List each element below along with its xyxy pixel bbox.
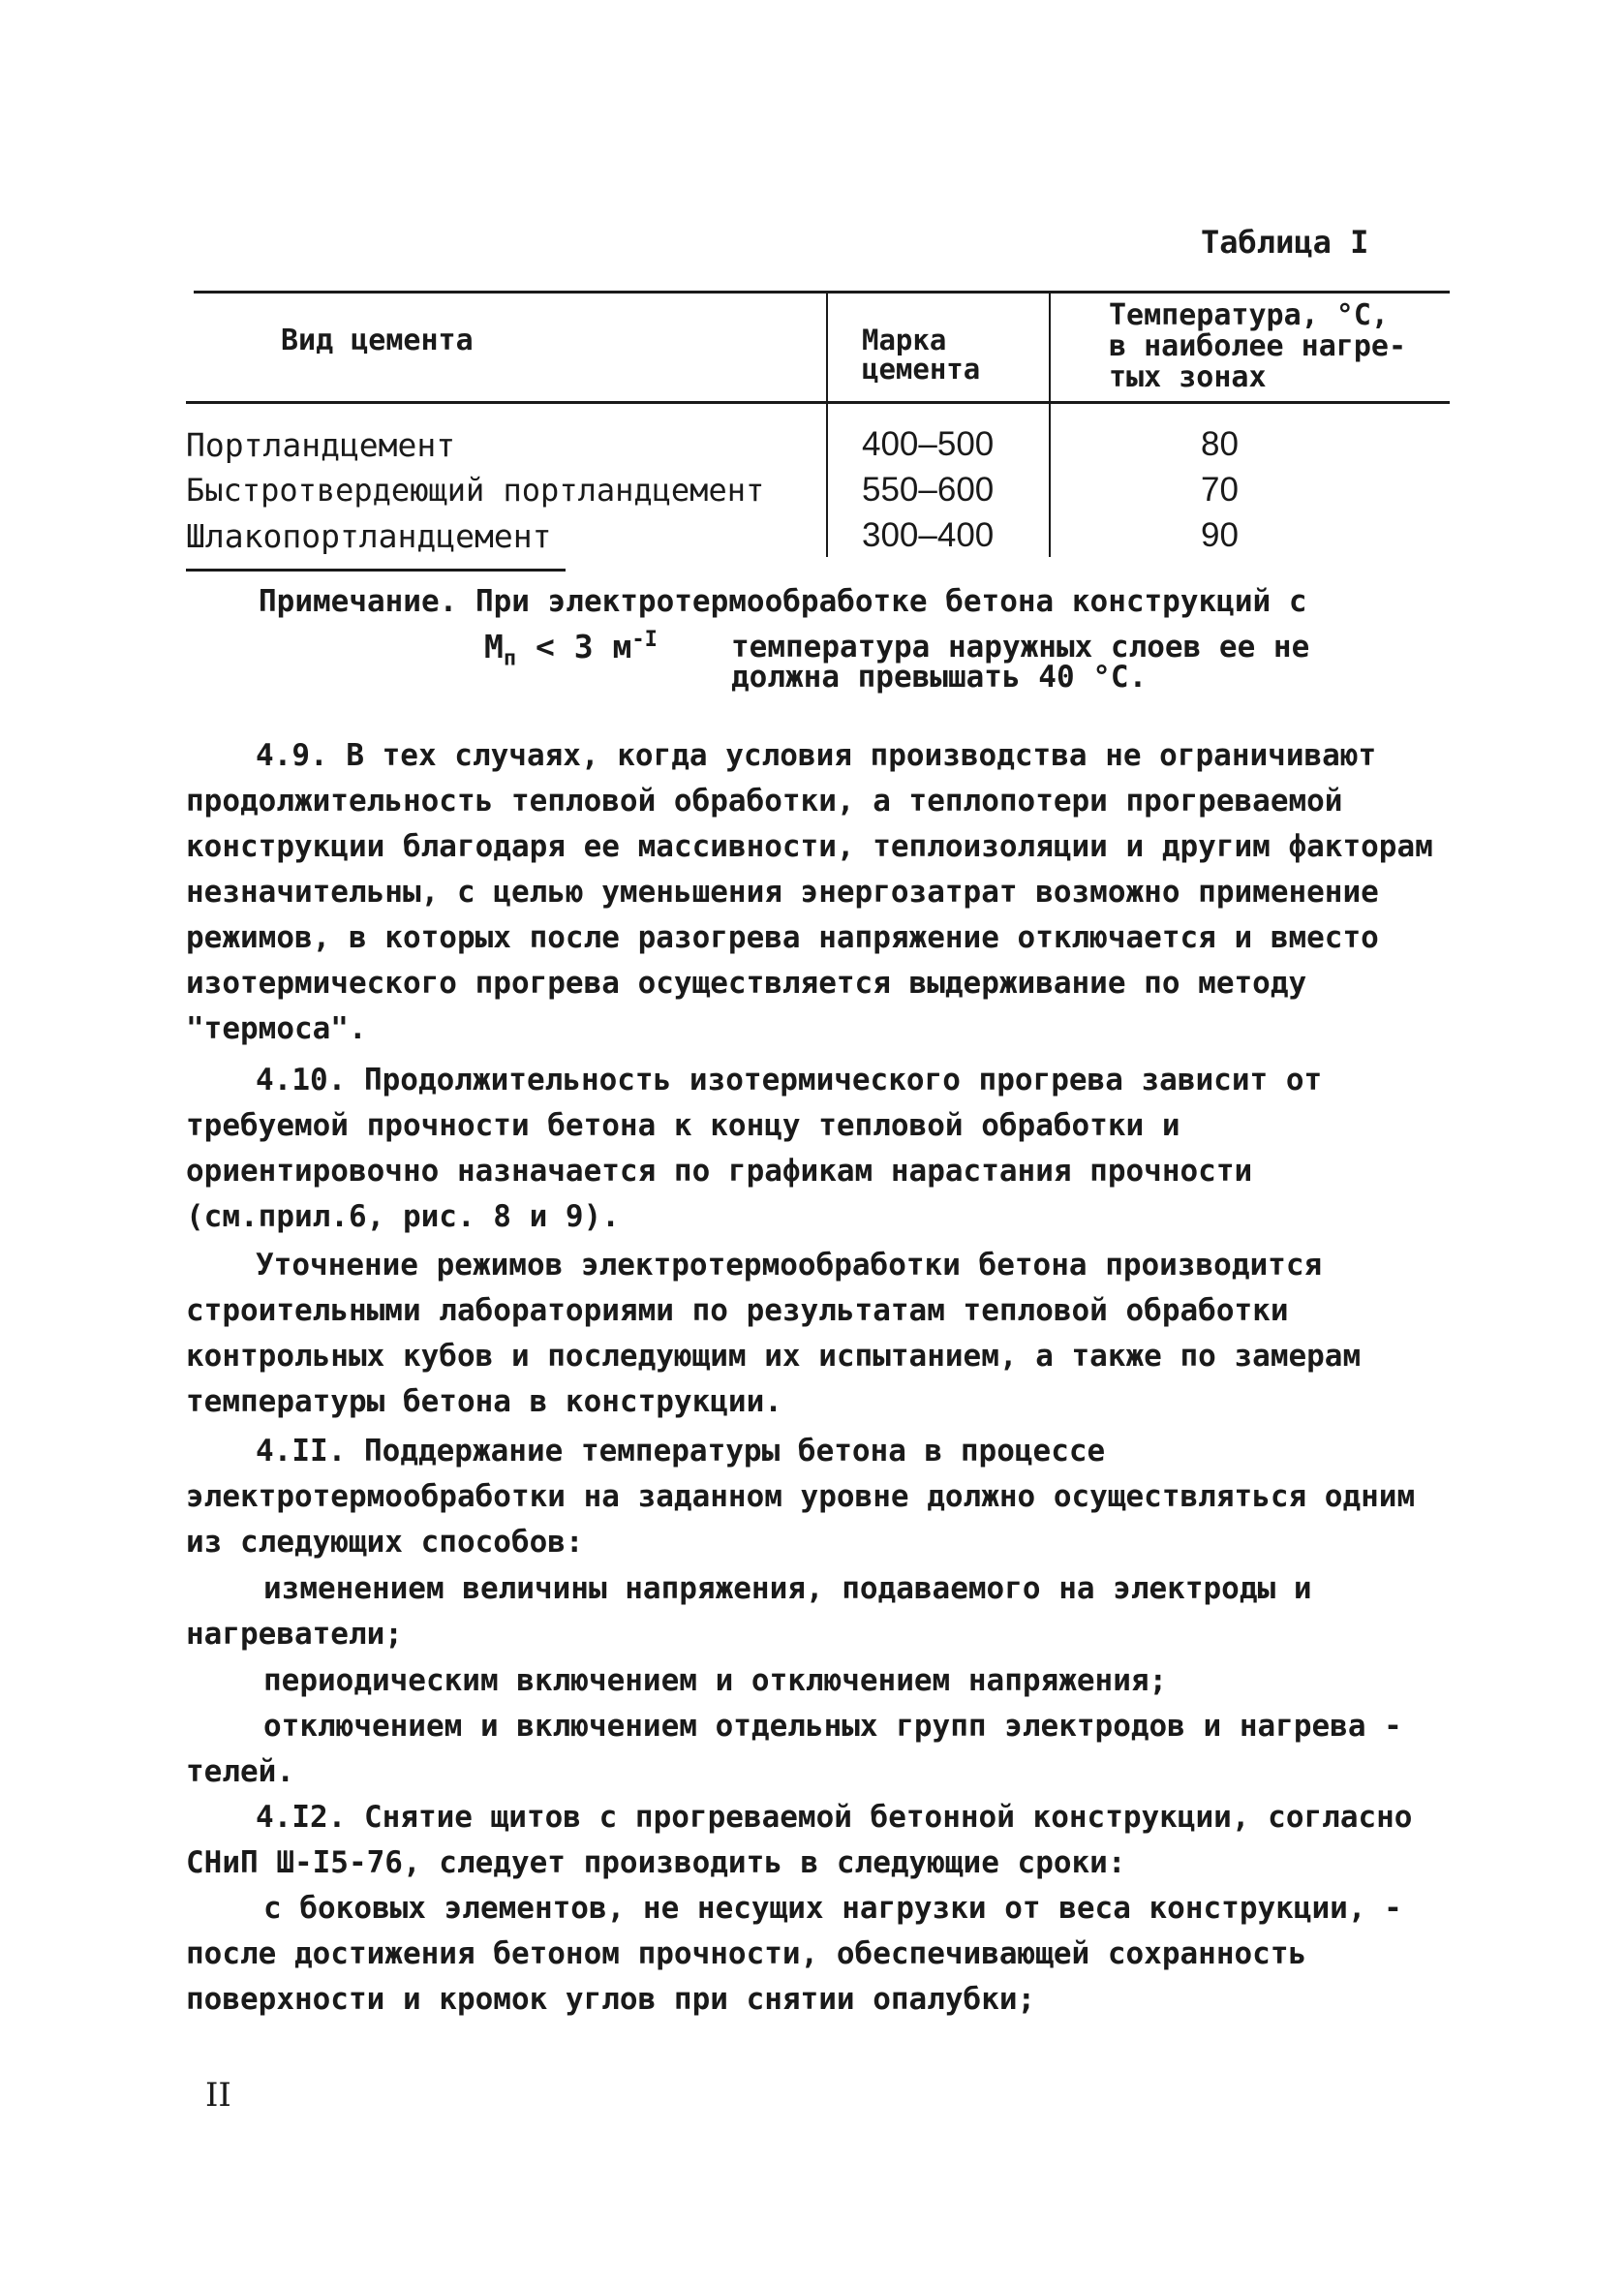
- paragraph-4-9: 4.9. В тех случаях, когда условия производства не ограничивают продолжительность тепловой обработки, а теплопотери прогреваемой конструкции благодаря ее массивности, теплоизоляции и другим факторам незначительны, с целью уменьшения энергозатрат возможно применение режимов, в которых после разогрева напряжение отключается и вместо изотермического прогрева осуществляется выдерживание по методу "термоса".: [186, 738, 1433, 1046]
- paragraph-4-10: 4.10. Продолжительность изотермического прогрева зависит от требуемой прочности бетона к концу тепловой обработки и ориентировочно назначается по графикам нарастания прочности (см.прил.6, рис. 8 и 9).: [186, 1063, 1323, 1234]
- table-note-line-3: должна превышать 40 °С.: [731, 660, 1148, 695]
- table-bottom-rule: [186, 569, 566, 572]
- list-item-voltage-change: изменением величины напряжения, подаваемого на электроды и нагреватели;: [186, 1571, 1312, 1652]
- header-grade-line-1: Марка: [862, 324, 947, 356]
- table-header-rule: [186, 401, 1450, 404]
- table-top-rule: [194, 291, 1450, 294]
- table-row-3-temperature: 90: [1201, 516, 1239, 554]
- formula-m-subscript: п: [503, 646, 517, 671]
- header-cement-grade: [862, 325, 980, 384]
- header-temp-line-3: тых зонах: [1109, 360, 1267, 394]
- header-temp-line-1: Температура, °С,: [1109, 298, 1389, 332]
- table-row-2-grade: 550–600: [862, 471, 995, 509]
- list-item-group-switching: отключением и включением отдельных групп электродов и нагрева - телей.: [186, 1709, 1402, 1789]
- table-row-2-temperature: 70: [1201, 471, 1239, 509]
- paragraph-refinement: Уточнение режимов электротермообработки бетона производится строительными лабораториями по результатам тепловой обработки контрольных кубов и последующим их испытанием, а также по замерам температуры бетона в конструкции.: [186, 1248, 1362, 1419]
- table-row-1-grade: 400–500: [862, 425, 995, 463]
- header-grade-line-2: цемента: [862, 353, 981, 386]
- table-row-1-temperature: 80: [1201, 425, 1239, 463]
- table-note-line-2: температура наружных слоев ее не: [731, 630, 1310, 665]
- paragraph-4-11: 4.II. Поддержание температуры бетона в процессе электротермообработки на заданном уровне должно осуществляться одним из следующих способов:: [186, 1434, 1416, 1560]
- list-item-periodic-switching: периодическим включением и отключением напряжения;: [263, 1663, 1168, 1698]
- header-temperature: [1109, 300, 1406, 393]
- table-row-2-type: Быстротвердеющий портландцемент: [186, 472, 765, 509]
- table-row-3-grade: 300–400: [862, 516, 995, 554]
- table-row-3-type: Шлакопортландцемент: [186, 517, 552, 555]
- table-column-divider-2: [1049, 291, 1051, 557]
- table-caption: Таблица I: [1201, 224, 1369, 261]
- formula-m: М: [484, 628, 504, 665]
- list-item-side-elements: с боковых элементов, не несущих нагрузки от веса конструкции, - после достижения бетоном прочности, обеспечивающей сохранность поверхности и кромок углов при снятии опалубки;: [186, 1891, 1402, 2017]
- header-cement-type: Вид цемента: [281, 324, 474, 357]
- page-number: II: [205, 2076, 231, 2115]
- table-note-formula: [484, 628, 658, 671]
- formula-relation: < 3 м: [516, 628, 632, 665]
- table-note-line-1: Примечание. При электротермообработке бетона конструкций с: [259, 584, 1307, 619]
- formula-superscript: -I: [631, 628, 658, 652]
- paragraph-4-12: 4.I2. Снятие щитов с прогреваемой бетонной конструкции, согласно СНиП Ш-I5-76, следует производить в следующие сроки:: [186, 1800, 1413, 1880]
- table-row-1-type: Портландцемент: [186, 426, 456, 464]
- table-column-divider-1: [826, 291, 828, 557]
- header-temp-line-2: в наиболее нагре-: [1109, 329, 1407, 363]
